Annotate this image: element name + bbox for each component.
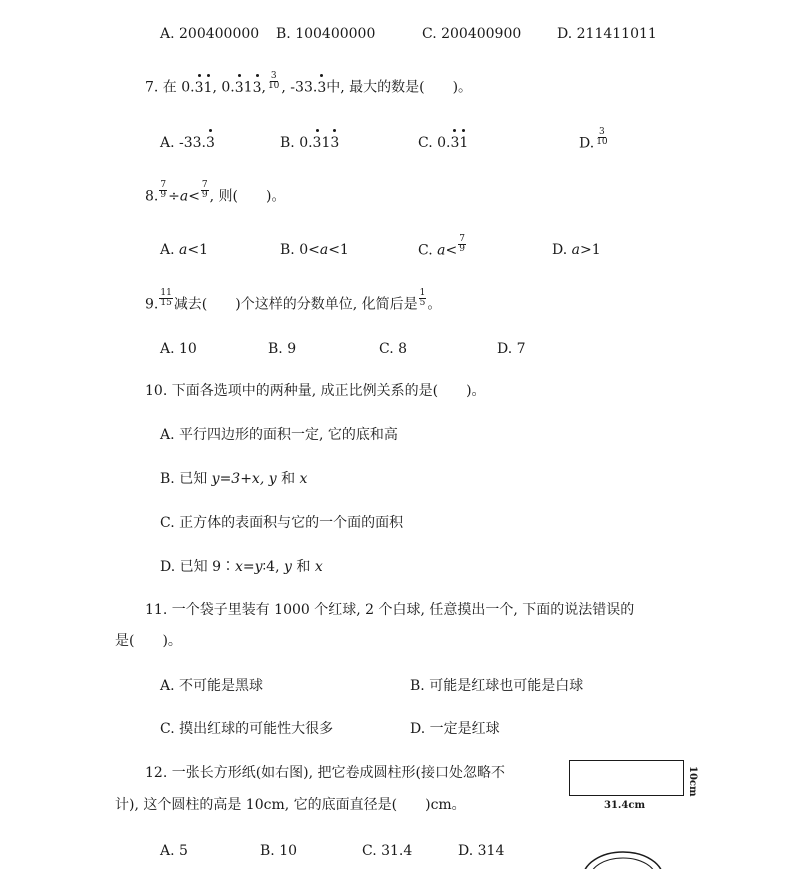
q11-option-a: A. 不可能是黑球 bbox=[160, 678, 264, 694]
q7-suffix: 中, 最大的数是( )。 bbox=[326, 79, 473, 96]
q7-prefix: 7. 在 0. bbox=[145, 79, 195, 96]
q9-fraction-1: $\frac{11}{15}$ bbox=[160, 288, 172, 308]
q9-option-c: C. 8 bbox=[379, 341, 408, 357]
q11-stem-line-1: 11. 一个袋子里装有 1000 个红球, 2 个白球, 任意摸出一个, 下面的说法错误的 bbox=[145, 602, 635, 618]
q6-option-a: A. 200400000 bbox=[160, 26, 260, 42]
q7-n1-digit-2: 1 bbox=[203, 79, 213, 96]
q10-option-a: A. 平行四边形的面积一定, 它的底和高 bbox=[160, 427, 398, 443]
q8-option-c: C. a< $\frac{7}{9}$ bbox=[418, 234, 465, 259]
q11-stem-line-2: 是( )。 bbox=[115, 633, 182, 649]
q7-n2-digit-2: 1 bbox=[243, 79, 253, 96]
q12-option-b: B. 10 bbox=[260, 843, 298, 859]
q12-cylinder-figure bbox=[578, 848, 668, 869]
q12-stem-line-2: 计), 这个圆柱的高是 10cm, 它的底面直径是( )cm。 bbox=[115, 797, 466, 813]
q12-stem-line-1: 12. 一张长方形纸(如右图), 把它卷成圆柱形(接口处忽略不 bbox=[145, 765, 505, 781]
q7-option-c: C. 0.31 bbox=[418, 135, 469, 151]
q6-option-c: C. 200400900 bbox=[422, 26, 522, 42]
q7-n1-digit-1: 3 bbox=[194, 79, 204, 96]
q9-option-d: D. 7 bbox=[497, 341, 526, 357]
q7-fraction: $\frac{3}{10}$ bbox=[267, 71, 280, 91]
q6-option-d: D. 211411011 bbox=[557, 26, 657, 42]
q12-rectangle-figure bbox=[569, 760, 684, 796]
q9-stem: 9. $\frac{11}{15}$ 减去( )个这样的分数单位, 化简后是 $\frac{1}{5}$ 。 bbox=[145, 288, 442, 313]
q10-option-b: B. 已知 y=3+x, y 和 x bbox=[160, 471, 308, 487]
q12-option-a: A. 5 bbox=[160, 843, 188, 859]
q9-option-b: B. 9 bbox=[268, 341, 297, 357]
q10-option-c: C. 正方体的表面积与它的一个面的面积 bbox=[160, 515, 404, 531]
q8-option-d: D. a>1 bbox=[552, 242, 601, 258]
q7-stem bbox=[145, 71, 473, 97]
q8-option-a: A. a<1 bbox=[160, 242, 209, 258]
q8-stem: 8. $\frac{7}{9}$ ÷a< $\frac{7}{9}$ , 则( )。 bbox=[145, 180, 286, 205]
q12-option-d: D. 314 bbox=[458, 843, 505, 859]
q7-option-d: D. $\frac{3}{10}$ bbox=[579, 127, 608, 152]
q7-n2-digit-1: 3 bbox=[234, 79, 244, 96]
q11-option-c: C. 摸出红球的可能性大很多 bbox=[160, 721, 334, 737]
q8-option-b: B. 0<a<1 bbox=[280, 242, 349, 258]
q8-fraction: $\frac{7}{9}$ bbox=[160, 180, 167, 200]
q7-option-a: A. -33.3 bbox=[160, 135, 215, 151]
q7-sep2: , bbox=[261, 79, 266, 96]
q6-option-b: B. 100400000 bbox=[276, 26, 376, 42]
q12-option-c: C. 31.4 bbox=[362, 843, 413, 859]
q7-sep1: , 0. bbox=[212, 79, 235, 96]
q12-figure-height-label: 10cm bbox=[687, 766, 698, 797]
q10-stem: 10. 下面各选项中的两种量, 成正比例关系的是( )。 bbox=[145, 383, 486, 399]
q12-figure-width-label: 31.4cm bbox=[604, 800, 646, 811]
q11-option-d: D. 一定是红球 bbox=[410, 721, 500, 737]
q7-n2-digit-3: 3 bbox=[252, 79, 262, 96]
q11-option-b: B. 可能是红球也可能是白球 bbox=[410, 678, 584, 694]
q9-fraction-2: $\frac{1}{5}$ bbox=[419, 288, 426, 308]
q7-n4-digit: 3 bbox=[317, 79, 327, 96]
q7-sep3: , -33. bbox=[281, 79, 318, 96]
q9-option-a: A. 10 bbox=[160, 341, 197, 357]
q7-option-b: B. 0.313 bbox=[280, 135, 340, 151]
q10-option-d: D. 已知 9∶x=y∶4, y 和 x bbox=[160, 559, 323, 575]
